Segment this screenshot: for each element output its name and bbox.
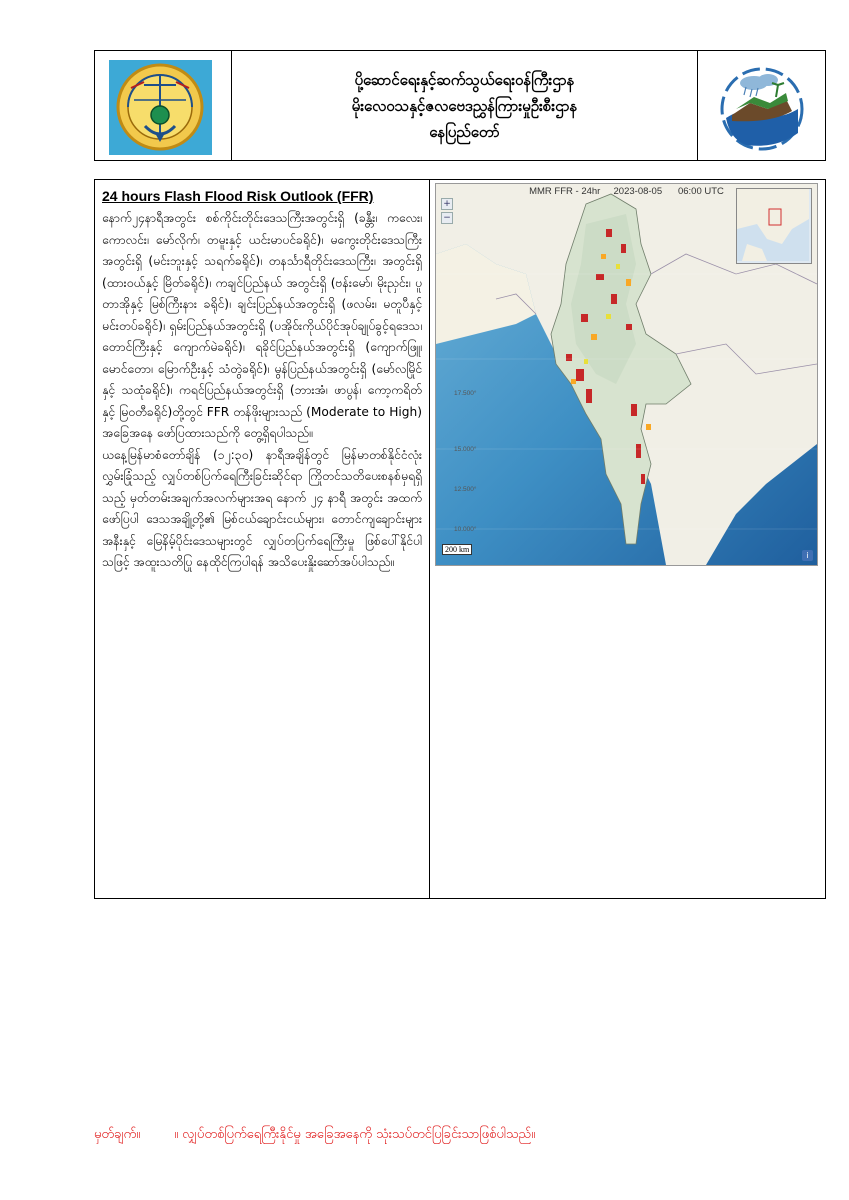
outlook-paragraph-1: နောက်၂၄နာရီအတွင်း စစ်ကိုင်းတိုင်းဒေသကြီးအတွင်းရှိ (ခန္တီး၊ ကလေး၊ ကောလင်း၊ မော်လိုက်၊ တမူးနှင့် ယင်းမာပင်ခရိုင်)၊ မကွေးတိုင်းဒေသကြီးအတွင်းရှိ (မင်းဘူးနှင့် သရက်ခရိုင်)၊ တနင်္သာရီတိုင်းဒေသကြီး၊ အတွင်းရှိ (ထားဝယ်နှင့် မြိတ်ခရိုင်)၊ ကချင်ပြည်နယ် အတွင်းရှိ (ဗန်းမော်၊ မိုးညှင်း၊ ပူတာအိုနှင့် မြစ်ကြီးနား ခရိုင်)၊ ချင်းပြည်နယ်အတွင်းရှိ (ဖလမ်း၊ မတူပီနှင့် မင်းတပ်ခရိုင်)၊ ရှမ်းပြည်နယ်အတွင်းရှိ (ပအိုဝ်းကိုယ်ပိုင်အုပ်ချုပ်ခွင့်ရဒေသ၊ တောင်ကြီးနှင့် ကျောက်မဲခရိုင်)၊ ရခိုင်ပြည်နယ်အတွင်းရှိ (ကျောက်ဖြူ၊ မောင်တော၊ မြောက်ဦးနှင့် သံတွဲခရိုင်)၊ မွန်ပြည်နယ်အတွင်းရှိ (မော်လမြိုင်နှင့် သထုံခရိုင်)၊ ကရင်ပြည်နယ်အတွင်းရှိ (ဘားအံ၊ ဖာပွန်၊ ကော့ကရိတ်နှင့် မြဝတီခရိုင်)တို့တွင် FFR တန်ဖိုးများသည် (Moderate to High) အခြေအနေ ဖော်ပြထားသည်ကို တွေ့ရှိရပါသည်။ (102, 211, 422, 440)
header-box (94, 50, 826, 161)
header-left-cell (95, 51, 232, 160)
footer-note-text: ။ လျှပ်တစ်ပြက်ရေကြီးနိုင်မှု အခြေအနေကို သုံးသပ်တင်ပြခြင်းသာဖြစ်ပါသည်။ (174, 1127, 536, 1142)
lat-label: 17.500° (454, 390, 477, 397)
ministry-name: ပို့ဆောင်ရေးနှင့်ဆက်သွယ်ရေးဝန်ကြီးဌာန (354, 70, 575, 89)
ministry-emblem-icon (109, 60, 212, 155)
content-box (94, 179, 826, 899)
column-divider (429, 180, 430, 898)
city-name: နေပြည်တော် (429, 122, 500, 141)
ffr-map[interactable] (435, 183, 818, 566)
outlook-text-column (102, 186, 422, 574)
footer-label: မှတ်ချက်။ (94, 1127, 141, 1142)
outlook-paragraph-2: ယနေ့မြန်မာစံတော်ချိန် (၁၂:၃၀) နာရီအချိန်တွင် မြန်မာတစ်နိုင်ငံလုံးလွှမ်းခြုံသည့် လျှပ်တစ်ပြက်ရေကြီးခြင်းဆိုင်ရာ ကြိုတင်သတိပေးစနစ်မှရရှိသည့် မှတ်တမ်းအချက်အလက်များအရ နောက် ၂၄ နာရီ အတွင်း အထက်ဖော်ပြပါ ဒေသအချို့တို့၏ မြစ်ငယ်ချောင်းငယ်များ၊ တောင်ကျချောင်းများ အနီးနှင့် မြေနိမ့်ပိုင်းဒေသများတွင် လျှပ်တပြက်ရေကြီးမှု ဖြစ်ပေါ်နိုင်ပါသဖြင့် အထူးသတိပြု နေထိုင်ကြပါရန် အသိပေးနှိုးဆော်အပ်ပါသည်။ (102, 447, 422, 569)
inset-map-canvas (737, 189, 809, 261)
lat-label: 10.000° (454, 526, 477, 533)
map-zoom-in-button[interactable]: + (441, 198, 453, 210)
outlook-title: 24 hours Flash Flood Risk Outlook (FFR) (102, 188, 374, 204)
map-zoom-out-button[interactable]: − (441, 212, 453, 224)
lat-label: 15.000° (454, 446, 477, 453)
header-title-block (232, 51, 697, 160)
hydrology-logo-icon (716, 63, 808, 151)
lat-label: 12.500° (454, 486, 477, 493)
department-name: မိုးလေဝသနှင့်ဇလဗေဒညွှန်ကြားမှုဦးစီးဌာန (351, 96, 578, 115)
map-scale-bar: 200 km (442, 544, 472, 555)
map-header: MMR FFR - 24hr 2023-08-05 06:00 UTC (529, 186, 724, 197)
map-info-button[interactable]: i (802, 550, 813, 561)
map-inset-overview[interactable] (736, 188, 812, 264)
header-right-cell (697, 51, 825, 160)
footer-note (94, 1126, 834, 1145)
